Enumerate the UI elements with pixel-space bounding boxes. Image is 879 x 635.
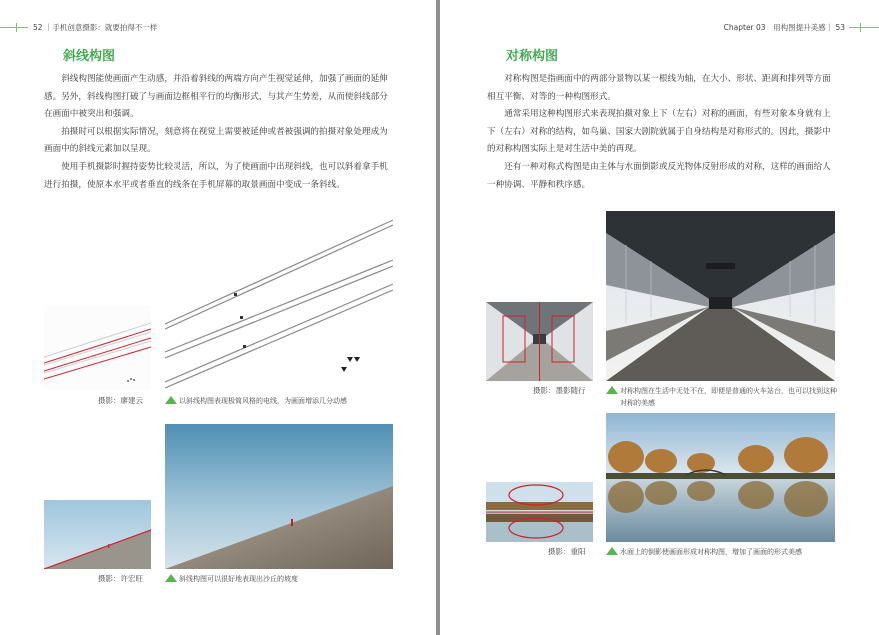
figure-caption [165,395,395,407]
paragraph: 对称构图是指画面中的两部分景物以某一根线为轴，在大小、形状、距离和排列等方面相互平衡、对等的一种构图形式。 [487,74,831,102]
reflection-guide-image [486,482,593,542]
station-guide-image [486,302,593,381]
paragraph: 斜线构图能使画面产生动感，并沿着斜线的两端方向产生视觉延伸，加强了画面的延伸感。另外，斜线构图打破了与画面边框相平行的均衡形式，与其产生势差，从而使斜线部分在画面中被突出和强调。 [44,74,388,120]
figure-caption [606,385,837,409]
caption-text: 斜线构图可以很好地表现出沙丘的坡度 [179,575,298,583]
paragraph: 拍摄时可以根据实际情况，刻意将在视觉上需要被延伸或者被强调的拍摄对象处理成为画面中的斜线元素加以呈现。 [44,126,388,155]
section-title-diagonal: 斜线构图 [63,49,116,64]
triangle-marker-icon [165,574,177,582]
page-header-left: 52 ｜手机创意摄影：就要拍得不一样 [33,23,158,32]
header-rule-right [849,27,879,28]
triangle-marker-icon [606,386,618,394]
power-lines-guide-image [44,305,151,390]
right-page [440,0,879,635]
sand-dune-image [165,424,393,569]
power-lines-image [165,212,393,390]
lake-reflection-image [606,413,835,542]
train-platform-image [606,211,835,381]
section-title-symmetry: 对称构图 [506,49,559,64]
power-lines-thumbnail [44,305,151,390]
power-lines-photo [165,212,393,390]
paragraph: 通常采用这种构图形式来表现拍摄对象上下（左右）对称的画面，有些对象本身就有上下（左右）对称的结构，如鸟巢、国家大剧院就属于自身结构是对称形式的。因此，摄影中的对称构图实际上是对生活中美的再现。 [487,109,831,155]
photo-credit: 摄影：重阳 [548,547,586,556]
header-rule-left [0,27,28,28]
left-page [0,0,436,635]
paragraph: 使用手机摄影时握持姿势比较灵活，所以，为了使画面中出现斜线，也可以斜着拿手机进行拍摄，使原本水平或者垂直的线条在手机屏幕的取景画面中变成一条斜线。 [44,161,388,190]
header-tick [16,23,17,32]
body-text-left [44,71,393,194]
photo-credit: 摄影：许宏旺 [98,574,143,583]
paragraph: 还有一种对称式构图是由主体与水面倒影或反光物体反射形成的对称，这样的画面给人一种协调、平静和秩序感。 [487,161,831,190]
figure-caption [165,573,395,585]
train-platform-photo [606,211,835,381]
sand-dune-guide-image [44,500,151,569]
page-header-right: Chapter 03 用构图提升美感｜ 53 [723,23,845,32]
triangle-marker-icon [606,547,618,555]
caption-text: 以斜线构图表现极简风格的电线，为画面增添几分动感 [179,397,347,405]
sand-dune-photo [165,424,393,569]
figure-caption [606,546,837,558]
triangle-marker-icon [165,396,177,404]
header-tick [860,23,861,32]
photo-credit: 摄影：廖建云 [98,396,143,405]
caption-text: 水面上的倒影使画面形成对称构图，增加了画面的形式美感 [620,548,802,556]
lake-reflection-photo [606,413,835,542]
body-text-right [487,71,835,194]
sand-dune-thumbnail [44,500,151,569]
reflection-thumbnail [486,482,593,542]
station-thumbnail [486,302,593,381]
caption-text: 对称构图在生活中无处不在，即便是普通的火车站台，也可以找到这种对称的美感 [620,387,837,407]
photo-credit: 摄影：墨影随行 [533,386,586,395]
